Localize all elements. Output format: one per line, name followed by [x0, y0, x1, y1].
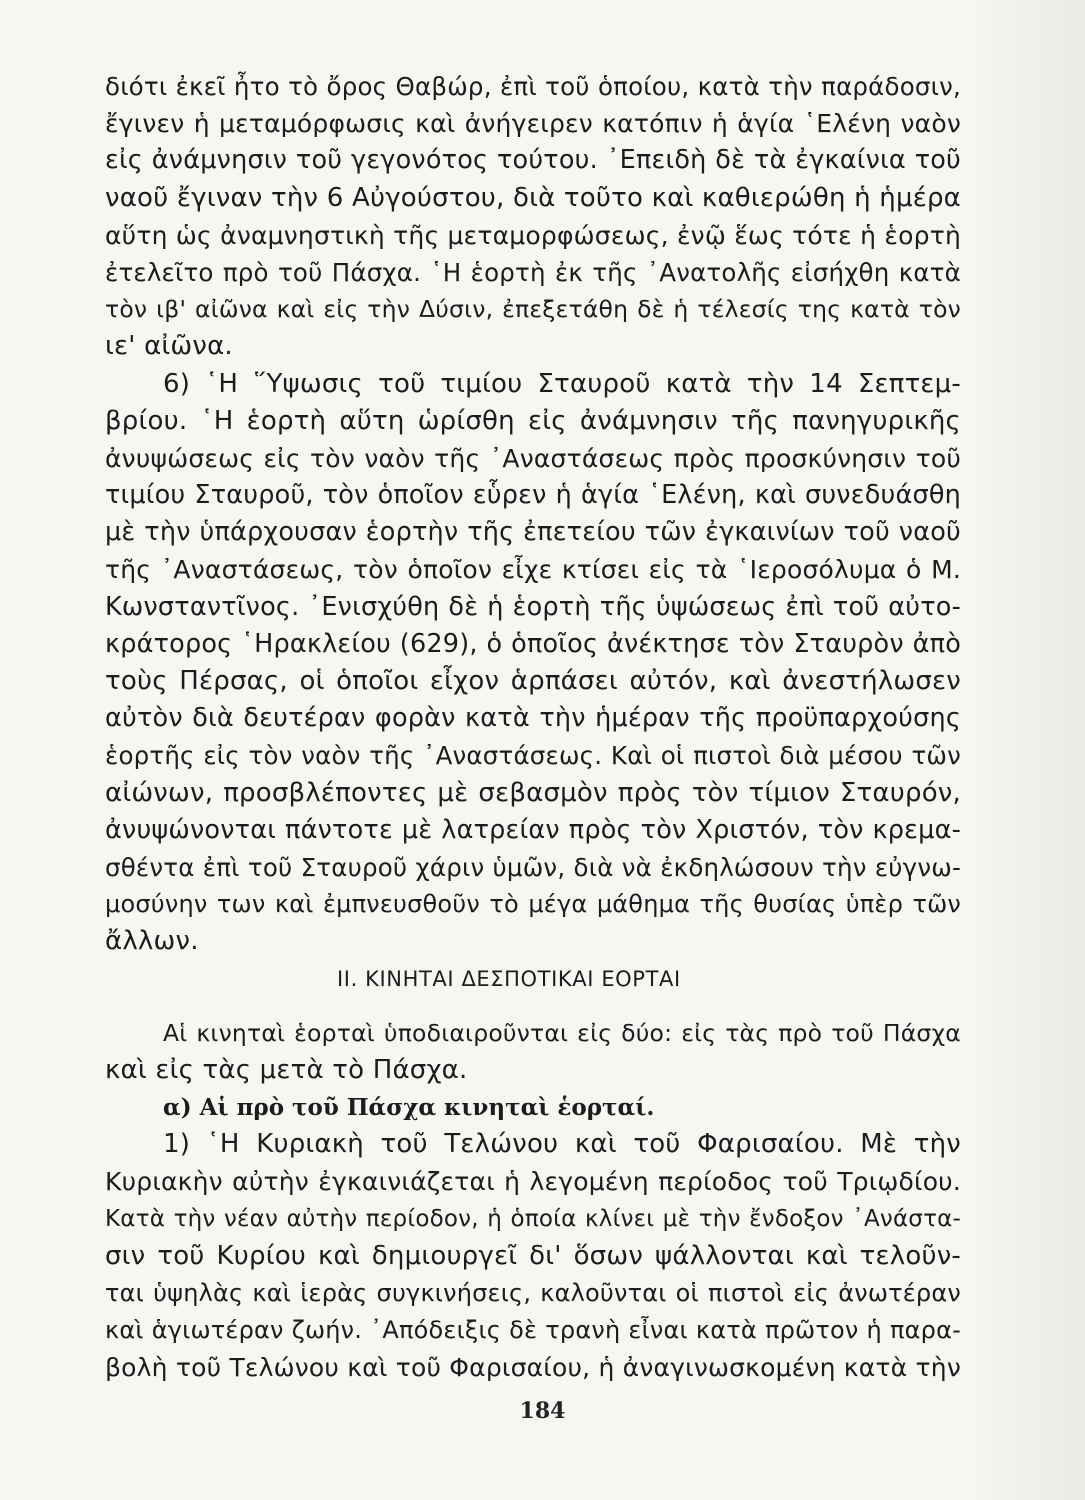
text-line: καὶ εἰς τὰς μετὰ τὸ Πάσχα.: [105, 1054, 468, 1085]
text-line: ἀνυψώνονται πάντοτε μὲ λατρείαν πρὸς τὸν Χριστόν, τὸν κρεμα-: [105, 814, 961, 845]
text-line: 1) ῾Η Κυριακὴ τοῦ Τελώνου καὶ τοῦ Φαρισαίου. Μὲ τὴν: [163, 1129, 961, 1160]
page-text: [105, 68, 961, 1387]
text-line: 6) ῾Η ῞Υψωσις τοῦ τιμίου Σταυροῦ κατὰ τὴν 14 Σεπτεμ-: [163, 368, 961, 399]
text-line: ναοῦ ἔγιναν τὴν 6 Αὐγούστου, διὰ τοῦτο καὶ καθιερώθη ἡ ἡμέρα: [105, 182, 961, 213]
text-line: ται ὑψηλὰς καὶ ἱερὰς συγκινήσεις, καλοῦνται οἱ πιστοὶ εἰς ἀνωτέραν: [105, 1279, 961, 1307]
text-line: κράτορος ῾Ηρακλείου (629), ὁ ὁποῖος ἀνέκτησε τὸν Σταυρὸν ἀπὸ: [105, 628, 961, 659]
text-line: Κωνσταντῖνος. ᾿Ενισχύθη δὲ ἡ ἑορτὴ τῆς ὑψώσεως ἐπὶ τοῦ αὐτο-: [105, 591, 961, 622]
text-line: ἑορτῆς εἰς τὸν ναὸν τῆς ᾿Αναστάσεως. Καὶ οἱ πιστοὶ διὰ μέσου τῶν: [105, 741, 961, 771]
page-edge-shadow: [965, 0, 1085, 1500]
text-line: μὲ τὴν ὑπάρχουσαν ἑορτὴν τῆς ἐπετείου τῶν ἐγκαινίων τοῦ ναοῦ: [105, 517, 961, 548]
text-line: αἰώνων, προσβλέποντες μὲ σεβασμὸν πρὸς τὸν τίμιον Σταυρόν,: [105, 777, 961, 808]
page-number: 184: [519, 1398, 566, 1424]
text-line: ιε' αἰῶνα.: [105, 331, 233, 362]
text-line: τὸν ιβ' αἰῶνα καὶ εἰς τὴν Δύσιν, ἐπεξετάθη δὲ ἡ τέλεσίς της κατὰ τὸν: [105, 295, 961, 324]
text-line: αὐτὸν διὰ δευτέραν φορὰν κατὰ τὴν ἡμέραν τῆς προϋπαρχούσης: [105, 703, 961, 734]
text-line: βρίου. ῾Η ἑορτὴ αὕτη ὡρίσθη εἰς ἀνάμνησιν τῆς πανηγυρικῆς: [105, 405, 961, 436]
section-heading: II. ΚΙΝΗΤΑΙ ΔΕΣΠΟΤΙΚΑΙ ΕΟΡΤΑΙ: [337, 966, 681, 991]
text-line: τῆς ᾿Αναστάσεως, τὸν ὁποῖον εἶχε κτίσει εἰς τὰ ῾Ιεροσόλυμα ὁ Μ.: [105, 555, 961, 585]
text-line: Κυριακὴν αὐτὴν ἐγκαινιάζεται ἡ λεγομένη περίοδος τοῦ Τριῳδίου.: [105, 1167, 961, 1197]
text-line: τιμίου Σταυροῦ, τὸν ὁποῖον εὗρεν ἡ ἁγία ῾Ελένη, καὶ συνεδυάσθη: [105, 480, 961, 511]
text-line: σιν τοῦ Κυρίου καὶ δημιουργεῖ δι' ὅσων ψάλλονται καὶ τελοῦν-: [105, 1240, 961, 1271]
text-line: τοὺς Πέρσας, οἱ ὁποῖοι εἶχον ἁρπάσει αὐτόν, καὶ ἀνεστήλωσεν: [105, 666, 961, 696]
text-line: μοσύνην των καὶ ἐμπνευσθοῦν τὸ μέγα μάθημα τῆς θυσίας ὑπὲρ τῶν: [105, 890, 961, 919]
text-line: σθέντα ἐπὶ τοῦ Σταυροῦ χάριν ὑμῶν, διὰ νὰ ἐκδηλώσουν τὴν εὐγνω-: [105, 852, 961, 882]
spacer: [105, 998, 961, 1015]
text-line: αὕτη ὡς ἀναμνηστικὴ τῆς μεταμορφώσεως, ἐνῷ ἕως τότε ἡ ἑορτὴ: [105, 220, 961, 250]
text-line: ἔγινεν ἡ μεταμόρφωσις καὶ ἀνήγειρεν κατόπιν ἡ ἁγία ῾Ελένη ναὸν: [105, 109, 961, 139]
text-line: καὶ ἁγιωτέραν ζωήν. ᾿Απόδειξις δὲ τρανὴ εἶναι κατὰ πρῶτον ἡ παρα-: [105, 1316, 961, 1345]
text-line: Αἱ κινηταὶ ἑορταὶ ὑποδιαιροῦνται εἰς δύο: εἰς τὰς πρὸ τοῦ Πάσχα: [163, 1018, 961, 1047]
text-line: Κατὰ τὴν νέαν αὐτὴν περίοδον, ἡ ὁποία κλίνει μὲ τὴν ἔνδοξον ᾿Ανάστα-: [105, 1205, 961, 1232]
text-line: βολὴ τοῦ Τελώνου καὶ τοῦ Φαρισαίου, ἡ ἀναγινωσκομένη κατὰ τὴν: [105, 1353, 961, 1383]
text-line: ἀνυψώσεως εἰς τὸν ναὸν τῆς ᾿Αναστάσεως πρὸς προσκύνησιν τοῦ: [105, 443, 961, 473]
subheading: α) Αἱ πρὸ τοῦ Πάσχα κινηταὶ ἑορταί.: [163, 1094, 655, 1122]
text-line: διότι ἐκεῖ ἦτο τὸ ὄρος Θαβώρ, ἐπὶ τοῦ ὁποίου, κατὰ τὴν παράδοσιν,: [105, 72, 961, 101]
text-line: ἐτελεῖτο πρὸ τοῦ Πάσχα. ῾Η ἑορτὴ ἐκ τῆς ᾿Ανατολῆς εἰσήχθη κατὰ: [105, 257, 961, 287]
text-line: ἄλλων.: [105, 926, 199, 957]
text-line: εἰς ἀνάμνησιν τοῦ γεγονότος τούτου. ᾿Επειδὴ δὲ τὰ ἐγκαίνια τοῦ: [105, 145, 961, 176]
